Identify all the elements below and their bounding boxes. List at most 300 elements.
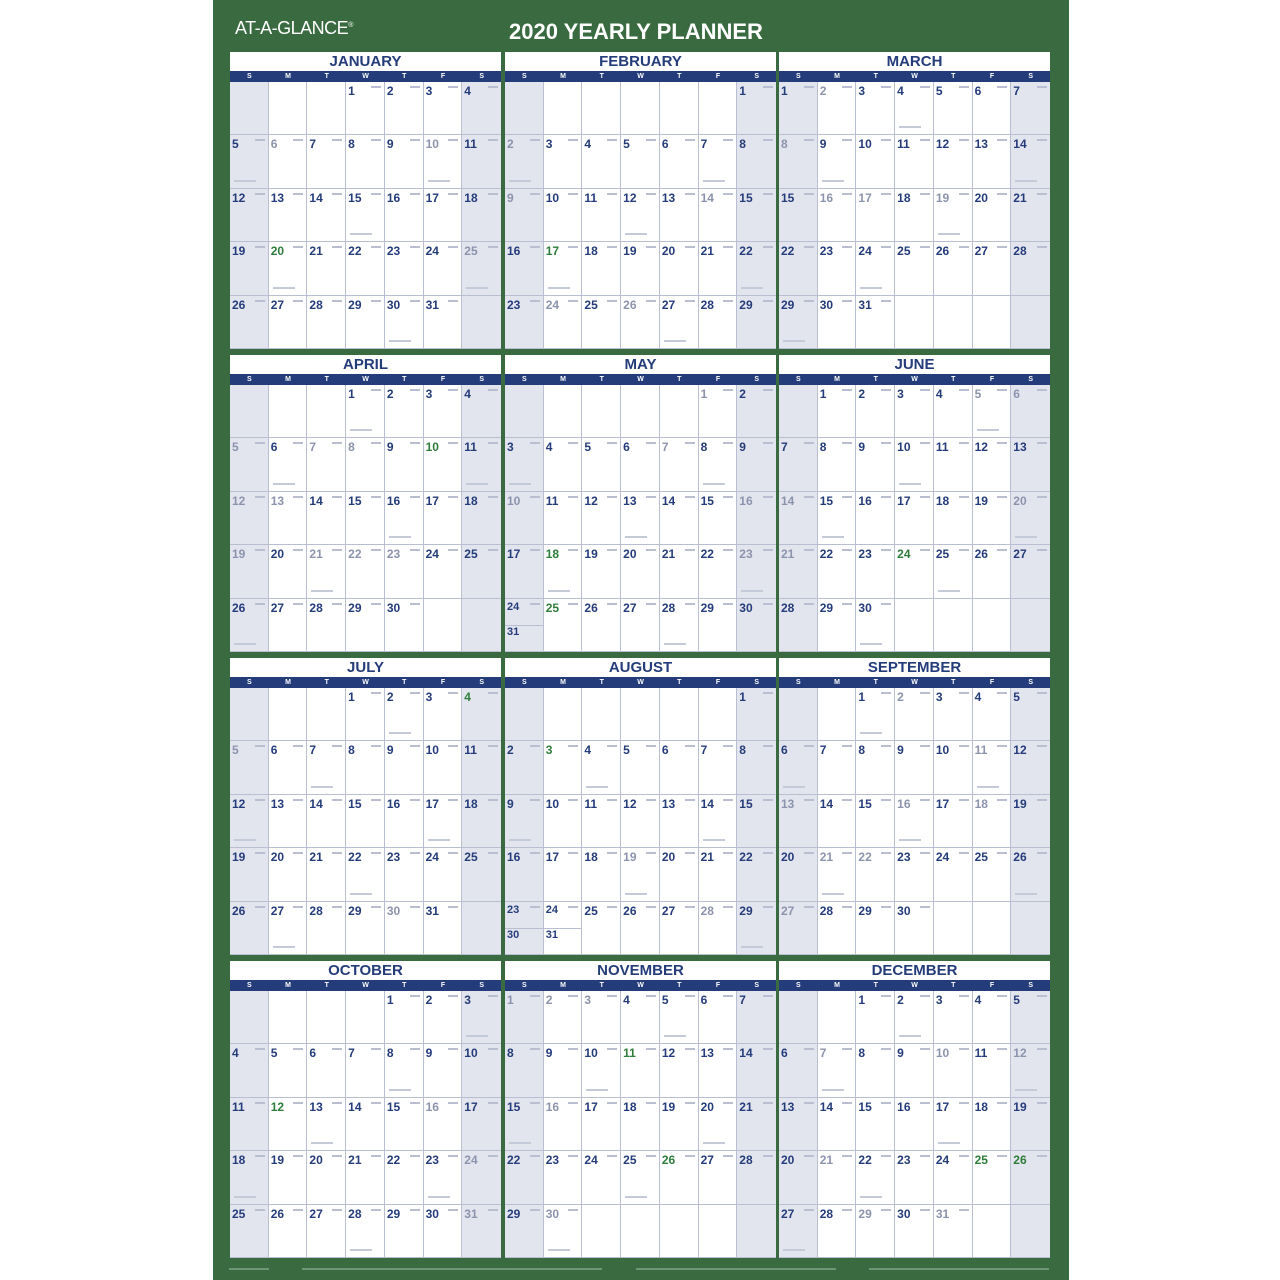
day-cell[interactable] <box>856 991 895 1044</box>
day-cell[interactable] <box>307 688 346 741</box>
day-cell[interactable] <box>544 902 583 955</box>
day-cell[interactable] <box>307 848 346 901</box>
day-cell[interactable] <box>505 848 544 901</box>
day-cell[interactable] <box>737 492 776 545</box>
day-cell[interactable] <box>699 795 738 848</box>
day-cell[interactable] <box>737 82 776 135</box>
day-cell[interactable] <box>269 795 308 848</box>
day-cell[interactable] <box>699 741 738 794</box>
day-cell[interactable] <box>582 492 621 545</box>
day-cell[interactable] <box>269 1044 308 1097</box>
day-cell[interactable] <box>973 385 1012 438</box>
day-cell[interactable] <box>737 902 776 955</box>
day-cell[interactable] <box>582 1098 621 1151</box>
day-cell[interactable] <box>856 492 895 545</box>
day-cell[interactable] <box>895 1151 934 1204</box>
day-cell[interactable] <box>621 438 660 491</box>
day-cell[interactable] <box>307 135 346 188</box>
day-cell[interactable] <box>582 688 621 741</box>
day-cell[interactable] <box>505 242 544 295</box>
day-cell[interactable] <box>424 492 463 545</box>
day-cell[interactable] <box>856 1044 895 1097</box>
day-cell[interactable] <box>269 385 308 438</box>
day-cell[interactable] <box>230 688 269 741</box>
day-cell[interactable] <box>973 848 1012 901</box>
day-cell[interactable] <box>424 1205 463 1258</box>
day-cell[interactable] <box>973 741 1012 794</box>
day-cell[interactable] <box>582 991 621 1044</box>
day-cell[interactable] <box>1011 848 1050 901</box>
day-cell[interactable] <box>779 545 818 598</box>
day-cell[interactable] <box>856 1205 895 1258</box>
day-cell[interactable] <box>895 688 934 741</box>
day-cell[interactable] <box>544 1044 583 1097</box>
day-cell[interactable] <box>934 135 973 188</box>
day-cell[interactable] <box>818 1151 857 1204</box>
day-cell[interactable] <box>424 82 463 135</box>
day-cell[interactable] <box>934 902 973 955</box>
day-cell[interactable] <box>818 902 857 955</box>
day-cell[interactable] <box>699 438 738 491</box>
day-cell[interactable] <box>779 848 818 901</box>
day-cell[interactable] <box>660 1205 699 1258</box>
day-cell[interactable] <box>856 688 895 741</box>
day-cell[interactable] <box>424 1098 463 1151</box>
day-cell[interactable] <box>737 189 776 242</box>
day-cell[interactable] <box>895 189 934 242</box>
day-cell[interactable] <box>699 82 738 135</box>
day-cell[interactable] <box>934 438 973 491</box>
day-cell[interactable] <box>699 991 738 1044</box>
day-cell[interactable] <box>462 599 501 652</box>
day-cell[interactable] <box>818 1098 857 1151</box>
day-cell[interactable] <box>544 135 583 188</box>
day-cell[interactable] <box>621 741 660 794</box>
day-cell[interactable] <box>895 135 934 188</box>
day-cell[interactable] <box>505 991 544 1044</box>
day-cell[interactable] <box>779 1098 818 1151</box>
day-cell[interactable] <box>346 1044 385 1097</box>
day-cell[interactable] <box>346 438 385 491</box>
day-cell[interactable] <box>346 795 385 848</box>
day-cell[interactable] <box>737 1205 776 1258</box>
day-cell[interactable] <box>779 795 818 848</box>
day-cell[interactable] <box>660 795 699 848</box>
day-cell[interactable] <box>1011 795 1050 848</box>
day-cell[interactable] <box>779 1205 818 1258</box>
day-cell[interactable] <box>230 189 269 242</box>
day-cell[interactable] <box>699 1044 738 1097</box>
day-cell[interactable] <box>621 82 660 135</box>
day-cell[interactable] <box>660 991 699 1044</box>
day-cell[interactable] <box>544 189 583 242</box>
day-cell[interactable] <box>505 296 544 349</box>
day-cell[interactable] <box>1011 991 1050 1044</box>
day-cell[interactable] <box>621 492 660 545</box>
day-cell[interactable] <box>230 848 269 901</box>
day-cell[interactable] <box>462 902 501 955</box>
day-cell[interactable] <box>424 1151 463 1204</box>
day-cell[interactable] <box>818 492 857 545</box>
day-cell[interactable] <box>424 135 463 188</box>
day-cell[interactable] <box>385 902 424 955</box>
day-cell[interactable] <box>582 795 621 848</box>
day-cell[interactable] <box>779 438 818 491</box>
day-cell[interactable] <box>385 795 424 848</box>
day-cell[interactable] <box>505 135 544 188</box>
day-cell[interactable] <box>621 599 660 652</box>
day-cell[interactable] <box>699 296 738 349</box>
day-cell[interactable] <box>856 741 895 794</box>
day-cell[interactable] <box>346 1205 385 1258</box>
day-cell[interactable] <box>934 385 973 438</box>
day-cell[interactable] <box>621 296 660 349</box>
day-cell[interactable] <box>621 242 660 295</box>
day-cell[interactable] <box>934 795 973 848</box>
day-cell[interactable] <box>856 1151 895 1204</box>
day-cell[interactable] <box>737 385 776 438</box>
day-cell[interactable] <box>424 438 463 491</box>
day-cell[interactable] <box>307 492 346 545</box>
day-cell[interactable] <box>544 741 583 794</box>
day-cell[interactable] <box>895 438 934 491</box>
day-cell[interactable] <box>582 1044 621 1097</box>
day-cell[interactable] <box>230 1044 269 1097</box>
day-cell[interactable] <box>818 991 857 1044</box>
day-cell[interactable] <box>269 438 308 491</box>
day-cell[interactable] <box>269 599 308 652</box>
day-cell[interactable] <box>737 545 776 598</box>
day-cell[interactable] <box>269 82 308 135</box>
day-cell[interactable] <box>385 688 424 741</box>
day-cell[interactable] <box>346 189 385 242</box>
day-cell[interactable] <box>544 991 583 1044</box>
day-cell[interactable] <box>582 135 621 188</box>
day-cell[interactable] <box>505 82 544 135</box>
day-cell[interactable] <box>660 189 699 242</box>
day-cell[interactable] <box>346 1098 385 1151</box>
day-cell[interactable] <box>895 492 934 545</box>
day-cell[interactable] <box>544 82 583 135</box>
day-cell[interactable] <box>1011 741 1050 794</box>
day-cell[interactable] <box>582 385 621 438</box>
day-cell[interactable] <box>660 438 699 491</box>
day-cell[interactable] <box>818 1044 857 1097</box>
day-cell[interactable] <box>230 1205 269 1258</box>
day-cell[interactable] <box>307 599 346 652</box>
day-cell[interactable] <box>385 296 424 349</box>
day-cell[interactable] <box>544 242 583 295</box>
day-cell[interactable] <box>973 902 1012 955</box>
day-cell[interactable] <box>424 242 463 295</box>
day-cell[interactable] <box>544 848 583 901</box>
day-cell[interactable] <box>462 1098 501 1151</box>
day-cell[interactable] <box>973 82 1012 135</box>
day-cell[interactable] <box>230 1151 269 1204</box>
day-cell[interactable] <box>1011 545 1050 598</box>
day-cell[interactable] <box>269 135 308 188</box>
day-cell[interactable] <box>424 848 463 901</box>
day-cell[interactable] <box>462 1044 501 1097</box>
day-cell[interactable] <box>895 991 934 1044</box>
day-cell[interactable] <box>544 438 583 491</box>
day-cell[interactable] <box>1011 242 1050 295</box>
day-cell[interactable] <box>230 242 269 295</box>
day-cell[interactable] <box>269 1205 308 1258</box>
day-cell[interactable] <box>385 1205 424 1258</box>
day-cell[interactable] <box>973 1098 1012 1151</box>
day-cell[interactable] <box>818 741 857 794</box>
day-cell[interactable] <box>973 242 1012 295</box>
day-cell[interactable] <box>424 688 463 741</box>
day-cell[interactable] <box>699 848 738 901</box>
day-cell[interactable] <box>230 545 269 598</box>
day-cell[interactable] <box>307 189 346 242</box>
day-cell[interactable] <box>582 741 621 794</box>
day-cell[interactable] <box>505 1151 544 1204</box>
day-cell[interactable] <box>582 438 621 491</box>
day-cell[interactable] <box>660 385 699 438</box>
day-cell[interactable] <box>346 848 385 901</box>
day-cell[interactable] <box>818 438 857 491</box>
day-cell[interactable] <box>737 1098 776 1151</box>
day-cell[interactable] <box>346 296 385 349</box>
day-cell[interactable] <box>934 492 973 545</box>
day-cell[interactable] <box>544 545 583 598</box>
day-cell[interactable] <box>544 688 583 741</box>
day-cell[interactable] <box>385 991 424 1044</box>
day-cell[interactable] <box>856 848 895 901</box>
day-cell[interactable] <box>856 795 895 848</box>
day-cell[interactable] <box>385 492 424 545</box>
day-cell[interactable] <box>779 902 818 955</box>
day-cell[interactable] <box>505 1044 544 1097</box>
day-cell[interactable] <box>779 991 818 1044</box>
day-cell[interactable] <box>462 189 501 242</box>
day-cell[interactable] <box>582 902 621 955</box>
day-cell[interactable] <box>544 1205 583 1258</box>
day-cell[interactable] <box>230 135 269 188</box>
day-cell[interactable] <box>346 492 385 545</box>
day-cell[interactable] <box>1011 135 1050 188</box>
day-cell[interactable] <box>934 741 973 794</box>
day-cell[interactable] <box>230 991 269 1044</box>
day-cell[interactable] <box>1011 599 1050 652</box>
day-cell[interactable] <box>779 189 818 242</box>
day-cell[interactable] <box>818 848 857 901</box>
day-cell[interactable] <box>973 296 1012 349</box>
day-cell[interactable] <box>385 189 424 242</box>
day-cell[interactable] <box>505 741 544 794</box>
day-cell[interactable] <box>385 599 424 652</box>
day-cell[interactable] <box>818 82 857 135</box>
day-cell[interactable] <box>660 902 699 955</box>
day-cell[interactable] <box>505 545 544 598</box>
day-cell[interactable] <box>660 242 699 295</box>
day-cell[interactable] <box>462 242 501 295</box>
day-cell[interactable] <box>779 599 818 652</box>
day-cell[interactable] <box>346 902 385 955</box>
day-cell[interactable] <box>934 242 973 295</box>
day-cell[interactable] <box>699 189 738 242</box>
day-cell[interactable] <box>1011 1205 1050 1258</box>
day-cell[interactable] <box>621 385 660 438</box>
day-cell[interactable] <box>1011 688 1050 741</box>
day-cell[interactable] <box>621 1098 660 1151</box>
day-cell[interactable] <box>346 82 385 135</box>
day-cell[interactable] <box>385 1151 424 1204</box>
day-cell[interactable] <box>895 1044 934 1097</box>
day-cell[interactable] <box>269 545 308 598</box>
day-cell[interactable] <box>699 688 738 741</box>
day-cell[interactable] <box>895 848 934 901</box>
day-cell[interactable] <box>895 795 934 848</box>
day-cell[interactable] <box>505 385 544 438</box>
day-cell[interactable] <box>385 741 424 794</box>
day-cell[interactable] <box>424 296 463 349</box>
day-cell[interactable] <box>973 438 1012 491</box>
day-cell[interactable] <box>230 902 269 955</box>
day-cell[interactable] <box>269 741 308 794</box>
day-cell[interactable] <box>230 385 269 438</box>
day-cell[interactable] <box>660 296 699 349</box>
day-cell[interactable] <box>621 795 660 848</box>
day-cell[interactable] <box>307 296 346 349</box>
day-cell[interactable] <box>230 492 269 545</box>
day-cell[interactable] <box>1011 385 1050 438</box>
day-cell[interactable] <box>699 1151 738 1204</box>
day-cell[interactable] <box>621 189 660 242</box>
day-cell[interactable] <box>934 1044 973 1097</box>
day-cell[interactable] <box>737 795 776 848</box>
day-cell[interactable] <box>895 599 934 652</box>
day-cell[interactable] <box>895 902 934 955</box>
day-cell[interactable] <box>1011 82 1050 135</box>
day-cell[interactable] <box>1011 296 1050 349</box>
day-cell[interactable] <box>307 741 346 794</box>
day-cell[interactable] <box>973 492 1012 545</box>
day-cell[interactable] <box>1011 492 1050 545</box>
day-cell[interactable] <box>934 189 973 242</box>
day-cell[interactable] <box>779 82 818 135</box>
day-cell[interactable] <box>230 296 269 349</box>
day-cell[interactable] <box>895 1098 934 1151</box>
day-cell[interactable] <box>230 82 269 135</box>
day-cell[interactable] <box>307 438 346 491</box>
day-cell[interactable] <box>269 492 308 545</box>
day-cell[interactable] <box>973 599 1012 652</box>
day-cell[interactable] <box>1011 902 1050 955</box>
day-cell[interactable] <box>660 135 699 188</box>
day-cell[interactable] <box>582 1151 621 1204</box>
day-cell[interactable] <box>462 795 501 848</box>
day-cell[interactable] <box>856 902 895 955</box>
day-cell[interactable] <box>973 1044 1012 1097</box>
day-cell[interactable] <box>779 242 818 295</box>
day-cell[interactable] <box>856 189 895 242</box>
day-cell[interactable] <box>699 545 738 598</box>
day-cell[interactable] <box>346 385 385 438</box>
day-cell[interactable] <box>737 741 776 794</box>
day-cell[interactable] <box>307 1044 346 1097</box>
day-cell[interactable] <box>269 688 308 741</box>
day-cell[interactable] <box>934 296 973 349</box>
day-cell[interactable] <box>346 242 385 295</box>
day-cell[interactable] <box>346 545 385 598</box>
day-cell[interactable] <box>660 1044 699 1097</box>
day-cell[interactable] <box>505 1098 544 1151</box>
day-cell[interactable] <box>307 82 346 135</box>
day-cell[interactable] <box>818 795 857 848</box>
day-cell[interactable] <box>895 82 934 135</box>
day-cell[interactable] <box>973 1205 1012 1258</box>
day-cell[interactable] <box>269 189 308 242</box>
day-cell[interactable] <box>660 848 699 901</box>
day-cell[interactable] <box>818 296 857 349</box>
day-cell[interactable] <box>505 688 544 741</box>
day-cell[interactable] <box>269 1098 308 1151</box>
day-cell[interactable] <box>462 545 501 598</box>
day-cell[interactable] <box>462 1205 501 1258</box>
day-cell[interactable] <box>856 1098 895 1151</box>
day-cell[interactable] <box>582 189 621 242</box>
day-cell[interactable] <box>699 1098 738 1151</box>
day-cell[interactable] <box>737 242 776 295</box>
day-cell[interactable] <box>779 688 818 741</box>
day-cell[interactable] <box>660 688 699 741</box>
day-cell[interactable] <box>779 1044 818 1097</box>
day-cell[interactable] <box>737 296 776 349</box>
day-cell[interactable] <box>424 902 463 955</box>
day-cell[interactable] <box>779 135 818 188</box>
day-cell[interactable] <box>462 688 501 741</box>
day-cell[interactable] <box>544 599 583 652</box>
day-cell[interactable] <box>779 492 818 545</box>
day-cell[interactable] <box>1011 1098 1050 1151</box>
day-cell[interactable] <box>621 688 660 741</box>
day-cell[interactable] <box>462 296 501 349</box>
day-cell[interactable] <box>230 1098 269 1151</box>
day-cell[interactable] <box>307 1205 346 1258</box>
day-cell[interactable] <box>737 1044 776 1097</box>
day-cell[interactable] <box>699 599 738 652</box>
day-cell[interactable] <box>856 135 895 188</box>
day-cell[interactable] <box>895 545 934 598</box>
day-cell[interactable] <box>385 848 424 901</box>
day-cell[interactable] <box>779 741 818 794</box>
day-cell[interactable] <box>462 848 501 901</box>
day-cell[interactable] <box>582 848 621 901</box>
day-cell[interactable] <box>660 1098 699 1151</box>
day-cell[interactable] <box>307 1098 346 1151</box>
day-cell[interactable] <box>621 135 660 188</box>
day-cell[interactable] <box>230 795 269 848</box>
day-cell[interactable] <box>307 545 346 598</box>
day-cell[interactable] <box>895 741 934 794</box>
day-cell[interactable] <box>1011 1151 1050 1204</box>
day-cell[interactable] <box>818 385 857 438</box>
day-cell[interactable] <box>973 1151 1012 1204</box>
day-cell[interactable] <box>660 492 699 545</box>
day-cell[interactable] <box>544 795 583 848</box>
day-cell[interactable] <box>856 545 895 598</box>
day-cell[interactable] <box>385 242 424 295</box>
day-cell[interactable] <box>699 135 738 188</box>
day-cell[interactable] <box>621 848 660 901</box>
day-cell[interactable] <box>737 991 776 1044</box>
day-cell[interactable] <box>737 848 776 901</box>
day-cell[interactable] <box>307 795 346 848</box>
